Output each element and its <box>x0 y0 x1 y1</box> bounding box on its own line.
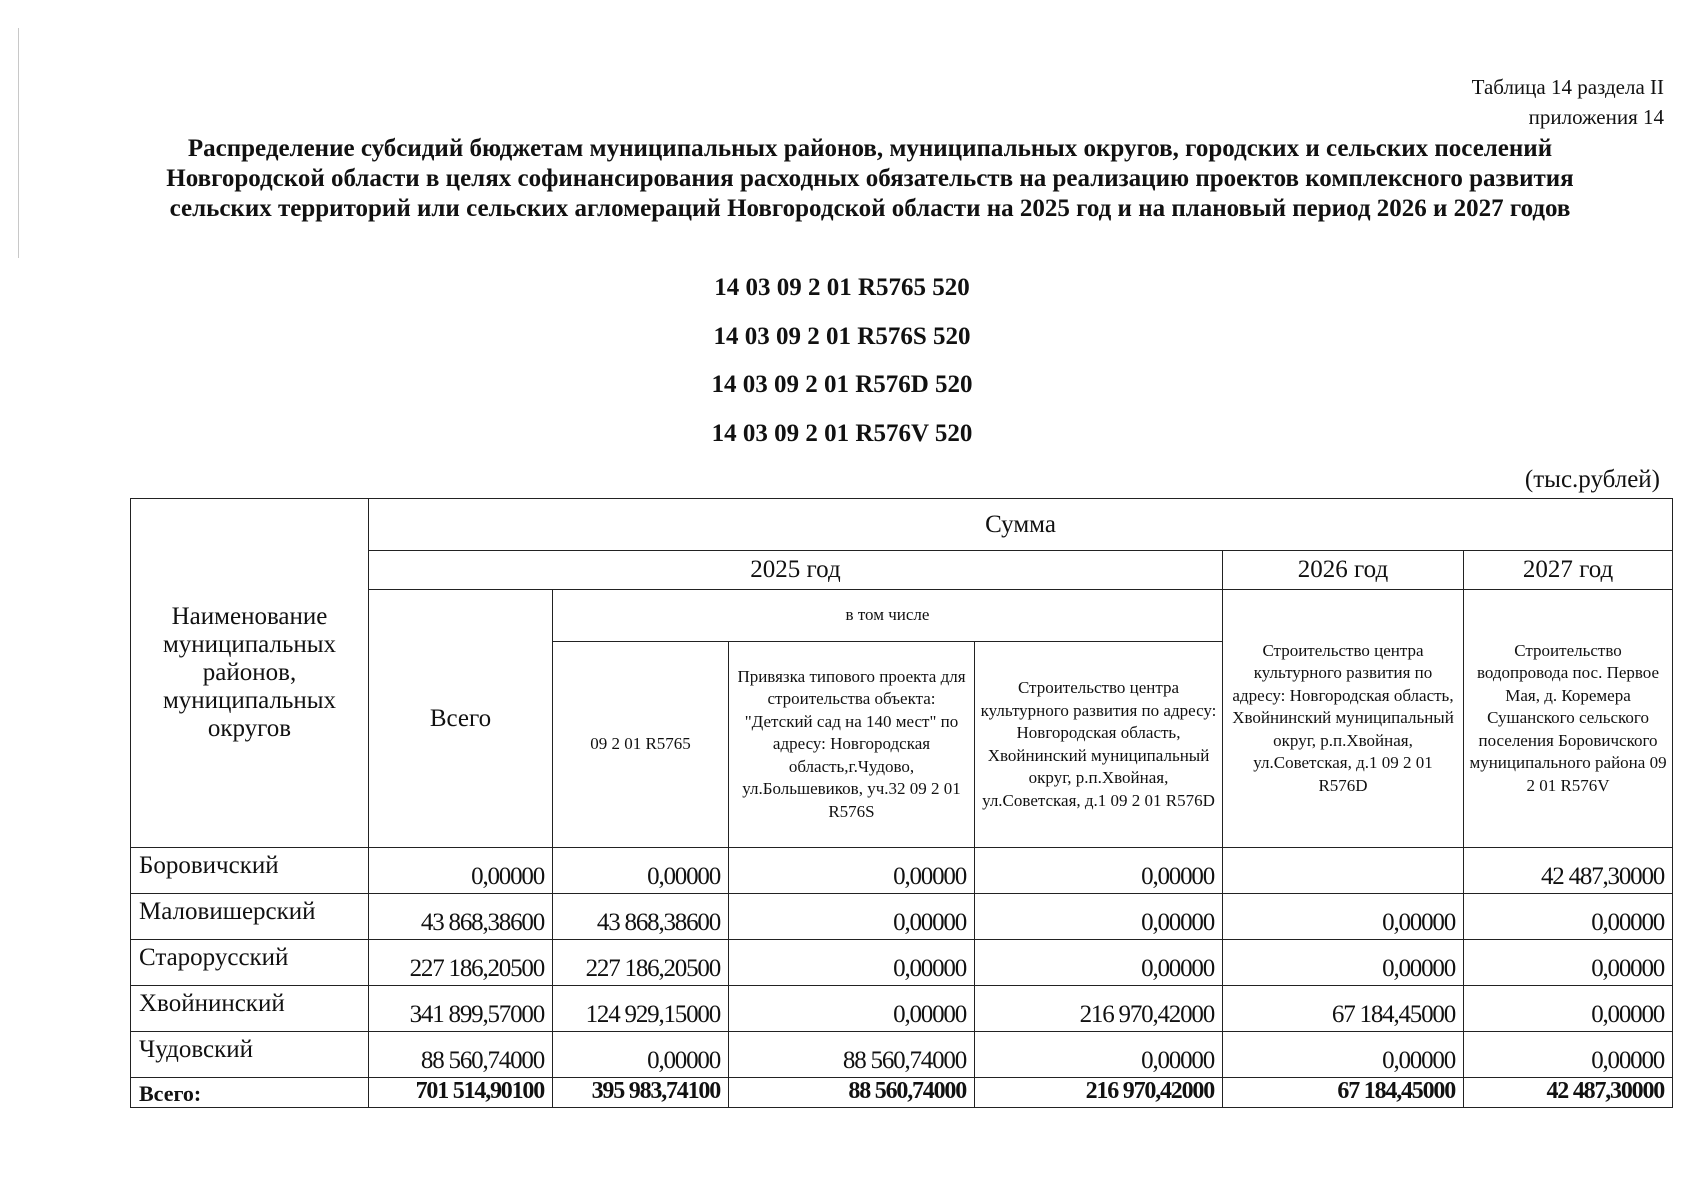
cell-total: 701 514,90100 <box>369 1078 553 1108</box>
cell-r576s: 88 560,74000 <box>729 1032 975 1078</box>
cell-r5765: 124 929,15000 <box>553 986 729 1032</box>
cell-r5765: 227 186,20500 <box>553 940 729 986</box>
table-body <box>131 848 1673 1078</box>
table-reference: Таблица 14 раздела II <box>1471 75 1664 99</box>
cell-r576s: 88 560,74000 <box>729 1078 975 1108</box>
municipality-name: Боровичский <box>131 848 369 894</box>
budget-code: 14 03 09 2 01 R576V 520 <box>711 419 973 447</box>
table-row <box>131 1032 1673 1078</box>
appendix-reference: приложения 14 <box>1528 105 1664 129</box>
cell-2026: 0,00000 <box>1223 940 1464 986</box>
cell-r576d: 216 970,42000 <box>975 986 1223 1032</box>
cell-total: 43 868,38600 <box>369 894 553 940</box>
col-header-r5765: 09 2 01 R5765 <box>553 642 729 848</box>
subsidy-table <box>130 498 1673 1108</box>
table-row <box>131 940 1673 986</box>
col-header-2027-project: Строительство водопровода пос. Первое Мая, д. Коремера Сушанского сельского поселения Боровичского муниципального района 09 2 01 R576V <box>1464 590 1673 848</box>
cell-2027: 0,00000 <box>1464 894 1673 940</box>
cell-2027: 42 487,30000 <box>1464 1078 1673 1108</box>
table-row <box>131 986 1673 1032</box>
units-label: (тыс.рублей) <box>1524 466 1660 493</box>
cell-total: 341 899,57000 <box>369 986 553 1032</box>
cell-r576d: 0,00000 <box>975 940 1223 986</box>
cell-r5765: 0,00000 <box>553 848 729 894</box>
cell-r576s: 0,00000 <box>729 894 975 940</box>
totals-label: Всего: <box>131 1078 369 1108</box>
cell-r5765: 0,00000 <box>553 1032 729 1078</box>
table-row <box>131 848 1673 894</box>
municipality-name: Маловишерский <box>131 894 369 940</box>
cell-r576s: 0,00000 <box>729 848 975 894</box>
cell-2026: 0,00000 <box>1223 1032 1464 1078</box>
scan-edge-line <box>18 28 19 258</box>
cell-r576d: 216 970,42000 <box>975 1078 1223 1108</box>
budget-code: 14 03 09 2 01 R5765 520 <box>714 274 970 301</box>
budget-code: 14 03 09 2 01 R576S 520 <box>713 322 971 350</box>
col-header-sum: Сумма <box>369 499 1673 551</box>
cell-2027: 0,00000 <box>1464 986 1673 1032</box>
col-header-2026-project: Строительство центра культурного развития по адресу: Новгородская область, Хвойнинский муниципальный округ, р.п.Хвойная, ул.Советская, д.1 09 2 01 R576D <box>1223 590 1464 848</box>
cell-r576d: 0,00000 <box>975 894 1223 940</box>
cell-r576s: 0,00000 <box>729 986 975 1032</box>
cell-r576d: 0,00000 <box>975 1032 1223 1078</box>
cell-r5765: 43 868,38600 <box>553 894 729 940</box>
municipality-name: Хвойнинский <box>131 986 369 1032</box>
cell-2027: 0,00000 <box>1464 940 1673 986</box>
table-row <box>131 894 1673 940</box>
header-row-sum <box>131 499 1673 551</box>
cell-r576d: 0,00000 <box>975 848 1223 894</box>
cell-2026: 0,00000 <box>1223 894 1464 940</box>
cell-2026: 67 184,45000 <box>1223 986 1464 1032</box>
cell-2026: 67 184,45000 <box>1223 1078 1464 1108</box>
cell-r576s: 0,00000 <box>729 940 975 986</box>
col-header-2026: 2026 год <box>1223 551 1464 590</box>
cell-r5765: 395 983,74100 <box>553 1078 729 1108</box>
col-header-municipality: Наименование муниципальных районов, муниципальных округов <box>131 499 369 848</box>
col-header-r576d: Строительство центра культурного развития по адресу: Новгородская область, Хвойнинский муниципальный округ, р.п.Хвойная, ул.Советская, д.1 09 2 01 R576D <box>975 642 1223 848</box>
col-header-total: Всего <box>369 590 553 848</box>
cell-2027: 0,00000 <box>1464 1032 1673 1078</box>
cell-total: 88 560,74000 <box>369 1032 553 1078</box>
municipality-name: Чудовский <box>131 1032 369 1078</box>
budget-code: 14 03 09 2 01 R576D 520 <box>711 371 973 398</box>
col-header-2025: 2025 год <box>369 551 1223 590</box>
cell-total: 227 186,20500 <box>369 940 553 986</box>
col-header-including: в том числе <box>553 590 1223 642</box>
cell-2027: 42 487,30000 <box>1464 848 1673 894</box>
totals-row <box>131 1078 1673 1108</box>
municipality-name: Старорусский <box>131 940 369 986</box>
document-title: Распределение субсидий бюджетам муниципальных районов, муниципальных округов, городских и сельских поселений Новгородской области в целях софинансирования расходных обязательств на реализацию проектов комплексного развития сельских территорий или сельских агломераций Новгородской области на 2025 год и на плановый период 2026 и 2027 годов <box>166 135 1574 222</box>
col-header-2027: 2027 год <box>1464 551 1673 590</box>
col-header-r576s: Привязка типового проекта для строительства объекта: "Детский сад на 140 мест" по адресу: Новгородская область,г.Чудово, ул.Большевиков, уч.32 09 2 01 R576S <box>729 642 975 848</box>
budget-codes <box>0 272 1684 466</box>
cell-total: 0,00000 <box>369 848 553 894</box>
cell-2026 <box>1223 848 1464 894</box>
